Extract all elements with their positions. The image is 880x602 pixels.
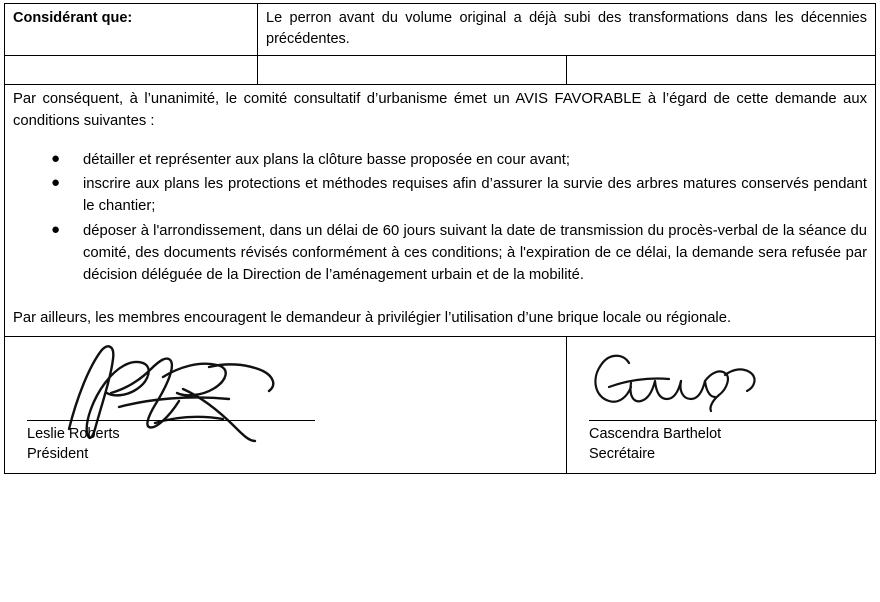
considerant-row xyxy=(5,4,876,56)
spacer-cell-left xyxy=(5,56,258,85)
spacer-row xyxy=(5,56,876,85)
conditions-list xyxy=(13,149,867,286)
signatory-name: Cascendra Barthelot xyxy=(589,425,722,442)
decision-cell xyxy=(5,85,876,337)
list-item xyxy=(47,173,867,217)
signature-row xyxy=(5,336,876,473)
list-item xyxy=(47,149,867,171)
minutes-table xyxy=(4,3,876,474)
considerant-label-cell xyxy=(5,4,258,56)
signature-line xyxy=(589,420,877,421)
signatory-role: Président xyxy=(27,445,89,462)
bullet-icon: ● xyxy=(51,220,61,238)
condition-text: inscrire aux plans les protections et méthodes requises afin d’assurer la survie des arbres matures conservés pendant le chantier; xyxy=(83,176,867,215)
decision-closing: Par ailleurs, les membres encouragent le demandeur à privilégier l’utilisation d’une brique locale ou régionale. xyxy=(13,310,732,327)
signatory-role: Secrétaire xyxy=(589,445,656,462)
decision-intro: Par conséquent, à l’unanimité, le comité consultatif d’urbanisme émet un AVIS FAVORABLE à l’égard de cette demande aux conditions suivantes : xyxy=(13,91,867,130)
considerant-text-cell: Le perron avant du volume original a déjà subi des transformations dans les décennies précédentes. xyxy=(258,4,876,56)
handwritten-signature-icon xyxy=(585,347,765,419)
spacer-cell-right xyxy=(567,56,876,85)
spacer-cell-mid xyxy=(258,56,567,85)
considerant-label: Considérant que: xyxy=(13,10,133,26)
signatory-name: Leslie Roberts xyxy=(27,425,120,442)
signature-line xyxy=(27,420,315,421)
condition-text: déposer à l'arrondissement, dans un délai de 60 jours suivant la date de transmission du procès-verbal de la séance du comité, des documents révisés conformément à ces conditions; à l'expiration de ce délai, la demande sera refusée par décision déléguée de la Direction de l’aménagement urbain et de la mobilité. xyxy=(83,222,867,283)
signature-block-president xyxy=(5,336,567,473)
document-page xyxy=(0,3,880,602)
bullet-icon: ● xyxy=(51,174,61,192)
list-item xyxy=(47,220,867,287)
bullet-icon: ● xyxy=(51,149,61,167)
signature-block-secretaire xyxy=(567,336,876,473)
decision-row xyxy=(5,85,876,337)
condition-text: détailler et représenter aux plans la clôture basse proposée en cour avant; xyxy=(83,151,570,168)
